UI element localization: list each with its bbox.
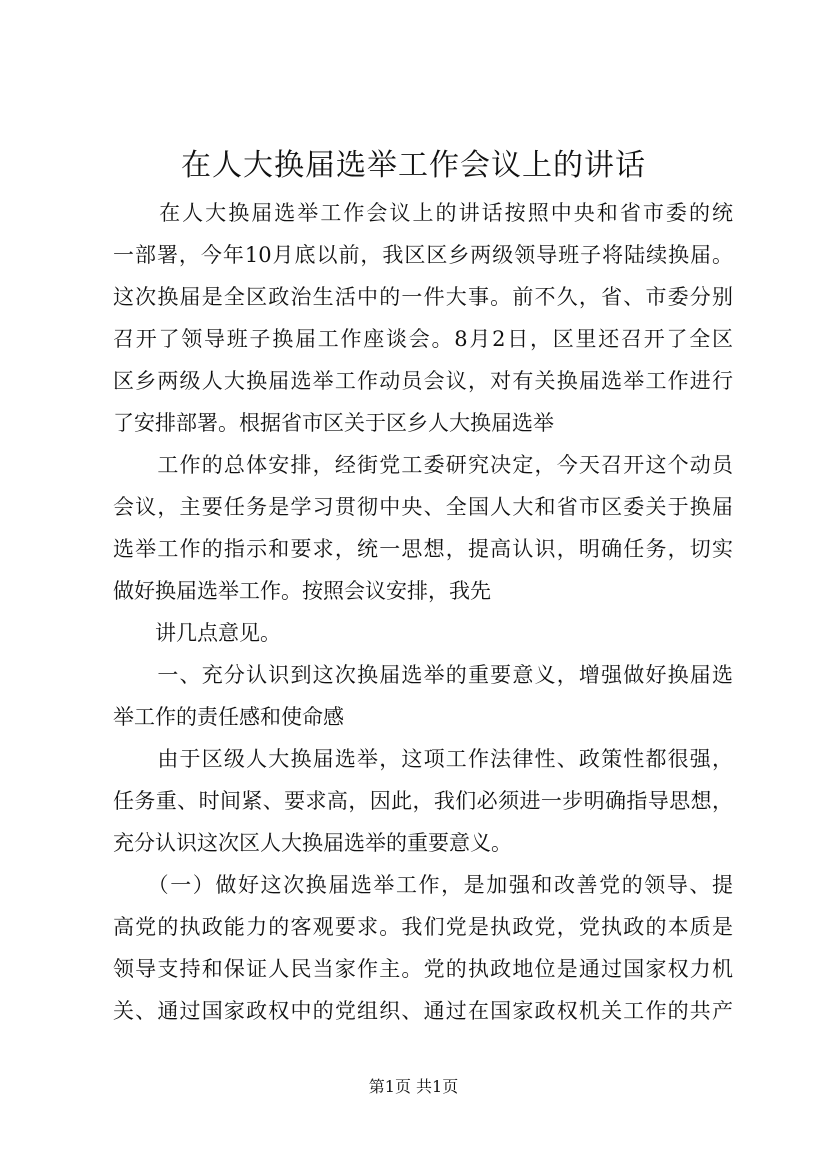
paragraph-line: 工作的总体安排，经街党工委研究决定，今天召开这个动员 — [113, 453, 733, 477]
paragraph-line: 关、通过国家政权中的党组织、通过在国家政权机关工作的共产 — [113, 999, 733, 1023]
paragraph-line: 领导支持和保证人民当家作主。党的执政地位是通过国家权力机 — [113, 957, 733, 981]
paragraph-line: 任务重、时间紧、要求高，因此，我们必须进一步明确指导思想， — [113, 789, 733, 813]
document-title: 在人大换届选举工作会议上的讲话 — [181, 148, 646, 183]
paragraph-line: 做好换届选举工作。按照会议安排，我先 — [113, 579, 491, 603]
paragraph-line: 这次换届是全区政治生活中的一件大事。前不久，省、市委分别 — [113, 285, 733, 309]
paragraph-line: （一）做好这次换届选举工作，是加强和改善党的领导、提 — [113, 873, 733, 897]
paragraph-line: 了安排部署。根据省市区关于区乡人大换届选举 — [113, 411, 554, 435]
section-heading-line: 一、充分认识到这次换届选举的重要意义，增强做好换届选 — [113, 663, 733, 687]
paragraph-line: 在人大换届选举工作会议上的讲话按照中央和省市委的统 — [113, 201, 733, 225]
paragraph-line: 区乡两级人大换届选举工作动员会议，对有关换届选举工作进行 — [113, 369, 733, 393]
section-heading-line: 举工作的责任感和使命感 — [113, 705, 344, 729]
paragraph-line: 会议，主要任务是学习贯彻中央、全国人大和省市区委关于换届 — [113, 495, 733, 519]
paragraph-line: 充分认识这次区人大换届选举的重要意义。 — [113, 831, 512, 855]
paragraph-line: 由于区级人大换届选举，这项工作法律性、政策性都很强， — [113, 747, 733, 771]
paragraph-line: 选举工作的指示和要求，统一思想，提高认识，明确任务，切实 — [113, 537, 733, 561]
paragraph-line: 一部署，今年10月底以前，我区区乡两级领导班子将陆续换届。 — [113, 243, 733, 267]
page-footer: 第1页 共1页 — [368, 1077, 459, 1096]
paragraph-line: 高党的执政能力的客观要求。我们党是执政党，党执政的本质是 — [113, 915, 733, 939]
paragraph-line: 召开了领导班子换届工作座谈会。8月2日，区里还召开了全区 — [113, 327, 733, 351]
paragraph-line: 讲几点意见。 — [113, 621, 281, 645]
